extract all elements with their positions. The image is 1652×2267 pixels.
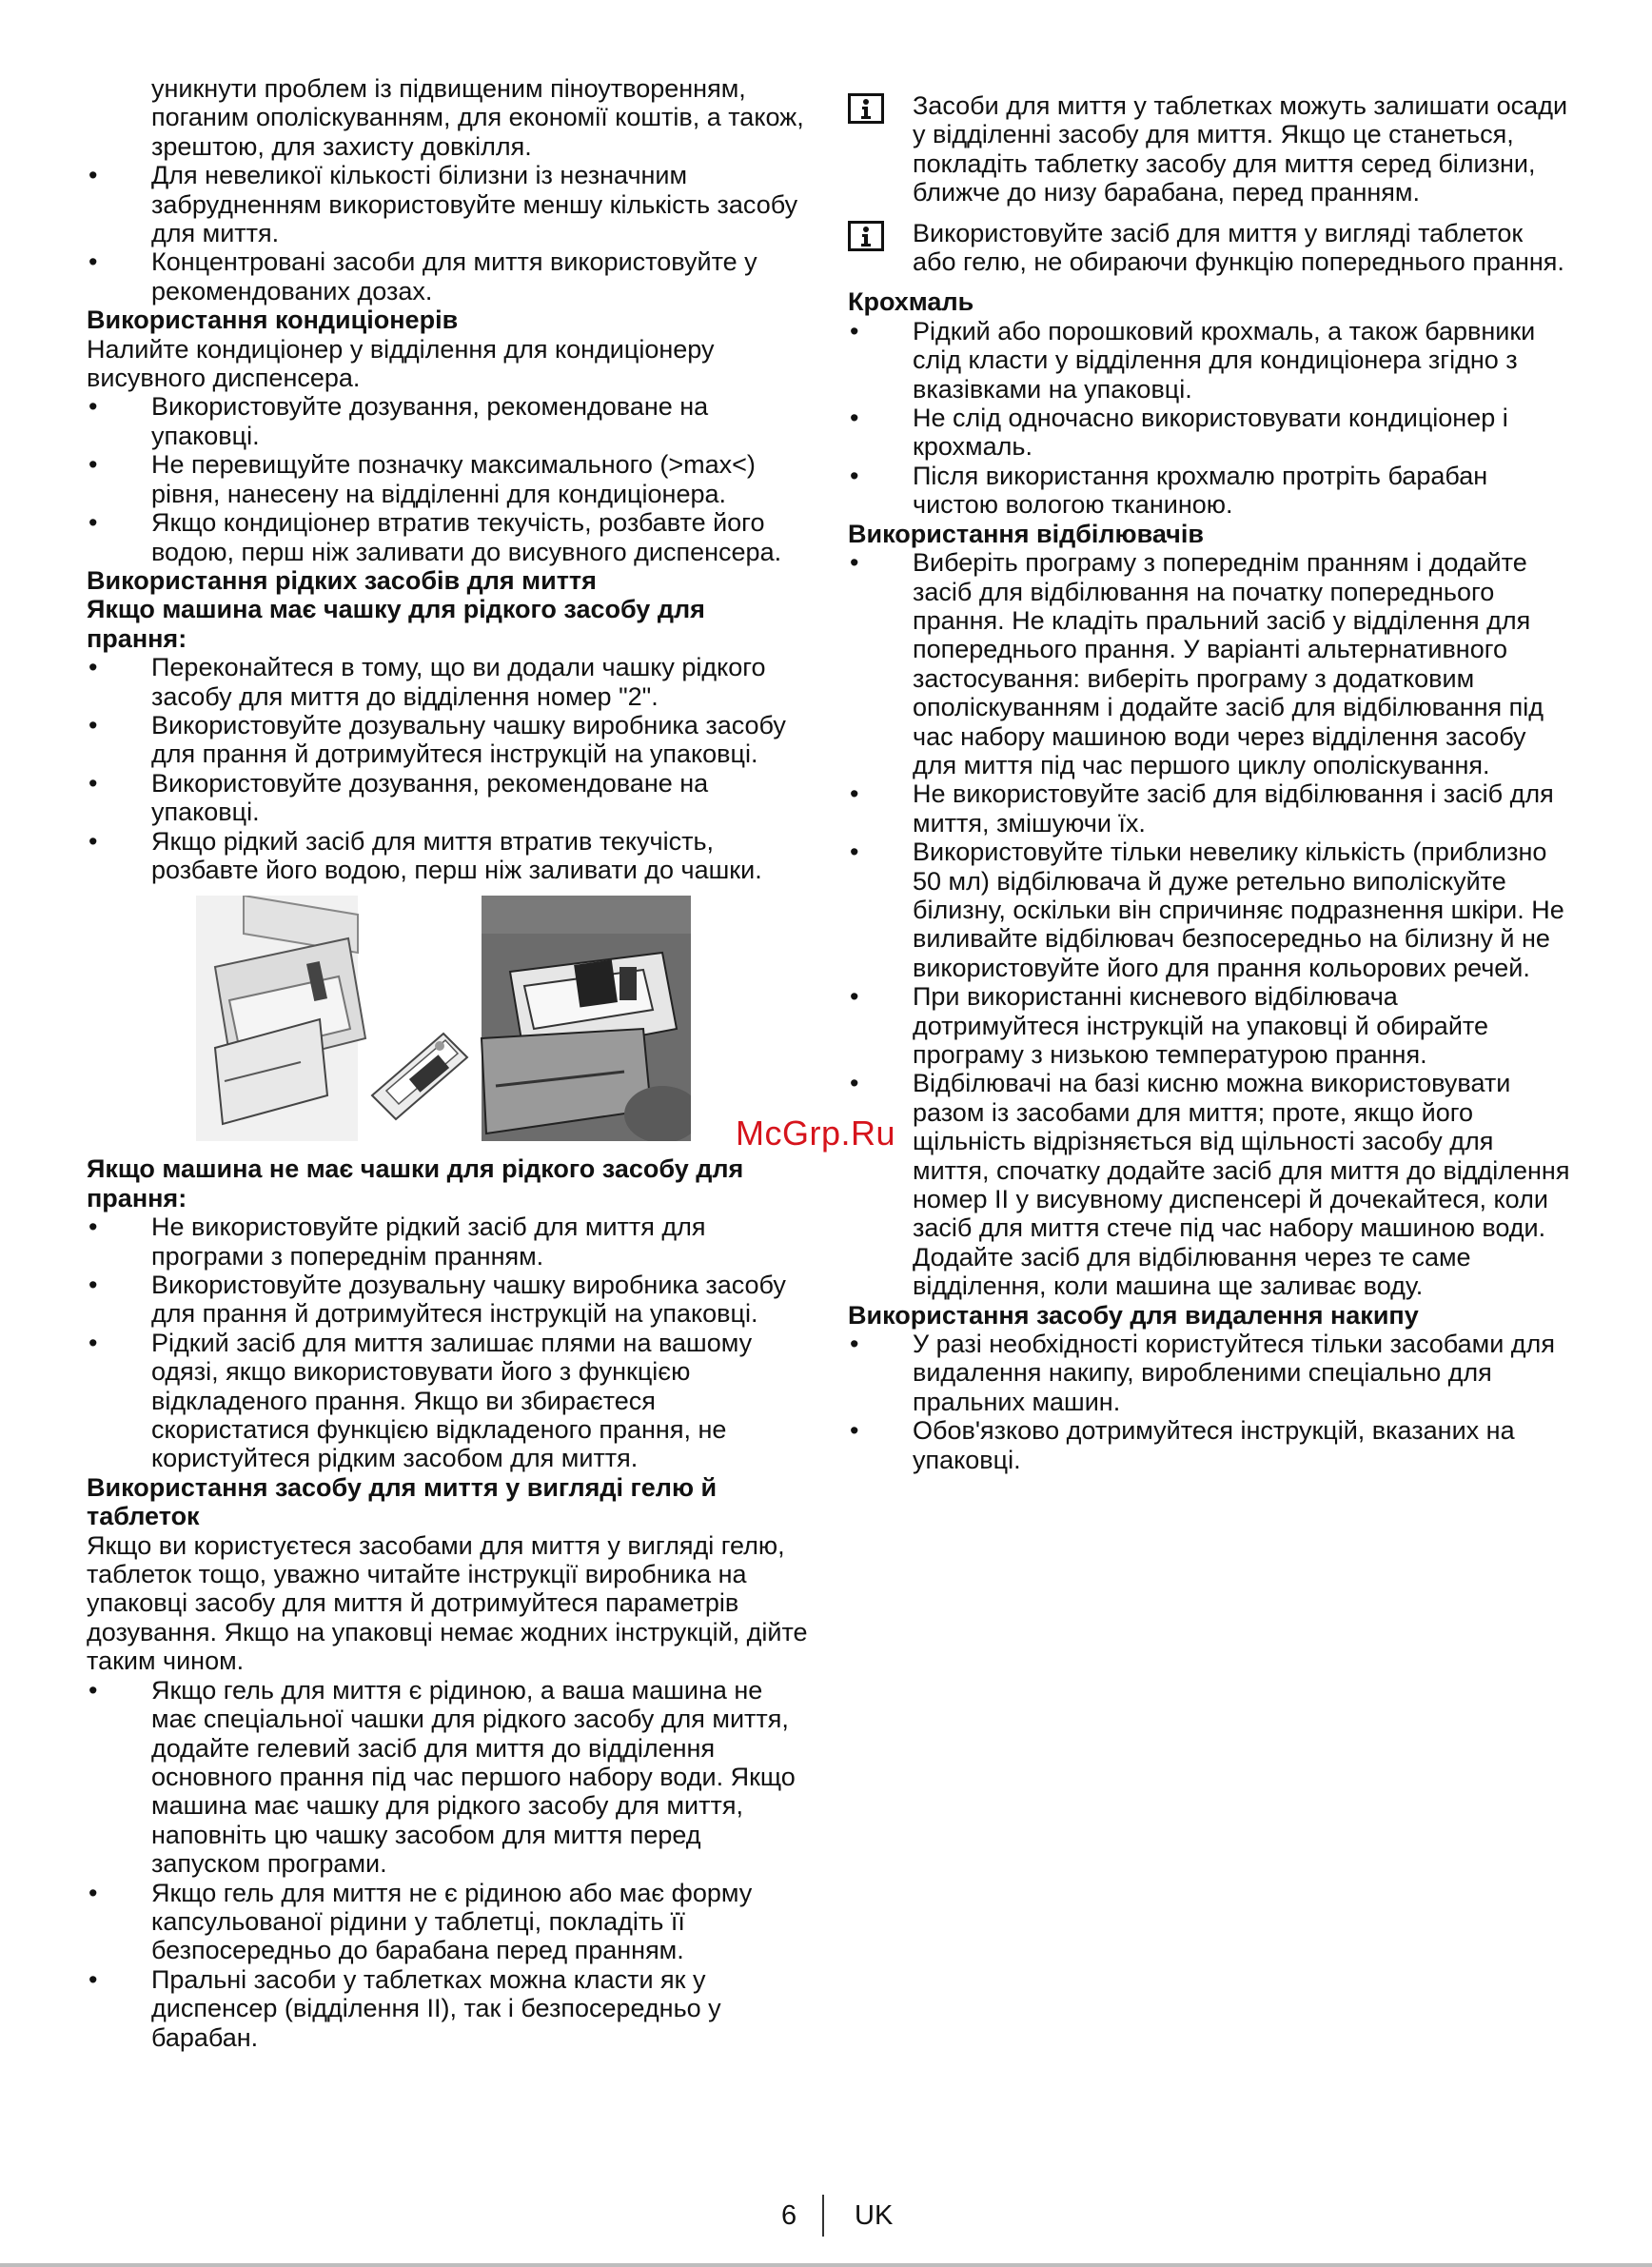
starch-heading: Крохмаль (848, 287, 974, 317)
descaler-bullet-list (848, 1330, 1571, 1474)
list-item: • Використовуйте дозування, рекомендоване на упаковці. (87, 392, 810, 450)
note-text: Засоби для миття у таблетках можуть залишати осади у відділенні засобу для миття. Якщо це станеться, покладіть таблетку засобу для миття серед білизни, ближче до низу барабана, перед пранням. (913, 91, 1568, 207)
list-item: • Використовуйте дозувальну чашку виробника засобу для прання й дотримуйтеся інструкцій на упаковці. (87, 711, 810, 769)
left-column (87, 74, 810, 2052)
info-note (848, 219, 1571, 277)
list-item: • Не перевищуйте позначку максимального (>max<) рівня, нанесену на відділенні для кондиціонера. (87, 450, 810, 508)
list-item: • Не використовуйте рідкий засіб для миття для програми з попереднім пранням. (87, 1212, 810, 1271)
watermark: McGrp.Ru (736, 1114, 896, 1153)
bleach-bullet-list (848, 548, 1571, 1301)
footer-divider (822, 2195, 824, 2237)
list-item: • Пральні засоби у таблетках можна класти як у диспенсер (відділення II), так і безпосередньо у барабан. (87, 1965, 810, 2052)
no-cup-subheading: Якщо машина не має чашки для рідкого засобу для прання: (87, 1154, 744, 1212)
list-item: • Використовуйте дозування, рекомендоване на упаковці. (87, 769, 810, 827)
list-item: • Обов'язково дотримуйтеся інструкцій, вказаних на упаковці. (848, 1416, 1571, 1474)
cup-bullet-list (87, 653, 810, 884)
list-item: • Рідкий або порошковий крохмаль, а також барвники слід класти у відділення для кондиціонера згідно з вказівками на упаковці. (848, 317, 1571, 404)
gel-tablet-paragraph: Якщо ви користуєтеся засобами для миття у вигляді гелю, таблеток тощо, уважно читайте інструкції виробника на упаковці засобу для миття й дотримуйтеся параметрів дозування. Якщо на упаковці немає жодних інструкцій, дійте таким чином. (87, 1530, 808, 1676)
conditioner-paragraph: Налийте кондиціонер у відділення для кондиціонеру висувного диспенсера. (87, 334, 715, 393)
note-text: Використовуйте засіб для миття у вигляді таблеток або гелю, не обираючи функцію попереднього прання. (913, 218, 1564, 277)
descaler-heading: Використання засобу для видалення накипу (848, 1300, 1419, 1330)
bleach-heading: Використання відбілювачів (848, 519, 1204, 548)
list-item: • Після використання крохмалю протріть барабан чистою вологою тканиною. (848, 462, 1571, 520)
no-cup-bullet-list (87, 1212, 810, 1473)
intro-bullet-list (87, 161, 810, 306)
list-item: • Концентровані засоби для миття використовуйте у рекомендованих дозах. (87, 247, 810, 306)
gel-tablet-bullet-list (87, 1676, 810, 2052)
info-icon (848, 93, 884, 124)
list-item: • Не використовуйте засіб для відбілювання і засіб для миття, змішуючи їх. (848, 779, 1571, 838)
conditioner-heading: Використання кондиціонерів (87, 306, 459, 335)
list-item: • Якщо рідкий засіб для миття втратив текучість, розбавте його водою, перш ніж заливати до чашки. (87, 827, 810, 885)
list-item: • Рідкий засіб для миття залишає плями на вашому одязі, якщо використовувати його з функцією відкладеного прання. Якщо ви збираєтеся скористатися функцією відкладеного прання, не користуйтеся рідким засобом для миття. (87, 1329, 810, 1473)
list-item: • У разі необхідності користуйтеся тільки засобами для видалення накипу, виробленими спеціально для пральних машин. (848, 1330, 1571, 1416)
list-item: • Якщо гель для миття не є рідиною або має форму капсульованої рідини у таблетці, покладіть її безпосередньо до барабана перед пранням. (87, 1879, 810, 1965)
info-note (848, 91, 1571, 207)
list-item: • Якщо кондиціонер втратив текучість, розбавте його водою, перш ніж заливати до висувного диспенсера. (87, 508, 810, 566)
list-item: • Відбілювачі на базі кисню можна використовувати разом із засобами для миття; проте, якщо його щільність відрізняється від щільності засобу для миття, спочатку додайте засіб для миття до відділення номер II у висувному диспенсері й дочекайтеся, коли засіб для миття стече під час набору машиною води. Додайте засіб для відбілювання через те саме відділення, коли машина ще заливає воду. (848, 1069, 1571, 1300)
list-item: • Використовуйте дозувальну чашку виробника засобу для прання й дотримуйтеся інструкцій на упаковці. (87, 1271, 810, 1329)
list-item: • При використанні кисневого відбілювача дотримуйтеся інструкцій на упаковці й обирайте програму з низькою температурою прання. (848, 982, 1571, 1069)
gel-tablet-heading: Використання засобу для миття у вигляді гелю й таблеток (87, 1472, 718, 1531)
info-icon (848, 221, 884, 251)
right-column (848, 91, 1571, 1474)
conditioner-bullet-list (87, 392, 810, 565)
page-number: 6 (781, 2200, 797, 2231)
liquid-detergent-heading: Використання рідких засобів для миття (87, 565, 597, 595)
starch-bullet-list (848, 317, 1571, 520)
list-item: • Якщо гель для миття є рідиною, а ваша машина не має спеціальної чашки для рідкого засобу для миття, додайте гелевий засіб для миття до відділення основного прання під час першого набору води. Якщо машина має чашку для рідкого засобу для миття, наповніть цю чашку засобом для миття перед запуском програми. (87, 1676, 810, 1879)
dispenser-illustration (196, 896, 691, 1141)
list-item: • Переконайтеся в тому, що ви додали чашку рідкого засобу для миття до відділення номер "2". (87, 653, 810, 711)
intro-paragraph: уникнути проблем із підвищеним піноутворенням, поганим ополіскуванням, для економії коштів, а також, зрештою, для захисту довкілля. (151, 74, 804, 161)
list-item: • Використовуйте тільки невелику кількість (приблизно 50 мл) відбілювача й дуже ретельно виполіскуйте білизну, оскільки він спричиняє подразнення шкіри. Не виливайте відбілювач безпосередньо на білизну й не використовуйте його для прання кольорових речей. (848, 838, 1571, 982)
list-item: • Для невеликої кількості білизни із незначним забрудненням використовуйте меншу кількість засобу для миття. (87, 161, 810, 247)
bottom-rule (0, 2263, 1652, 2267)
list-item: • Не слід одночасно використовувати кондиціонер і крохмаль. (848, 404, 1571, 462)
list-item: • Виберіть програму з попереднім пранням і додайте засіб для відбілювання на початку попереднього прання. Не кладіть пральний засіб у відділення для попереднього прання. У варіанті альтернативного застосування: виберіть програму з додатковим ополіскуванням і додайте засіб для відбілювання під час набору машиною води через відділення засобу для миття під час першого циклу ополіскування. (848, 548, 1571, 779)
cup-subheading: Якщо машина має чашку для рідкого засобу для прання: (87, 595, 705, 653)
language-code: UK (855, 2200, 894, 2231)
